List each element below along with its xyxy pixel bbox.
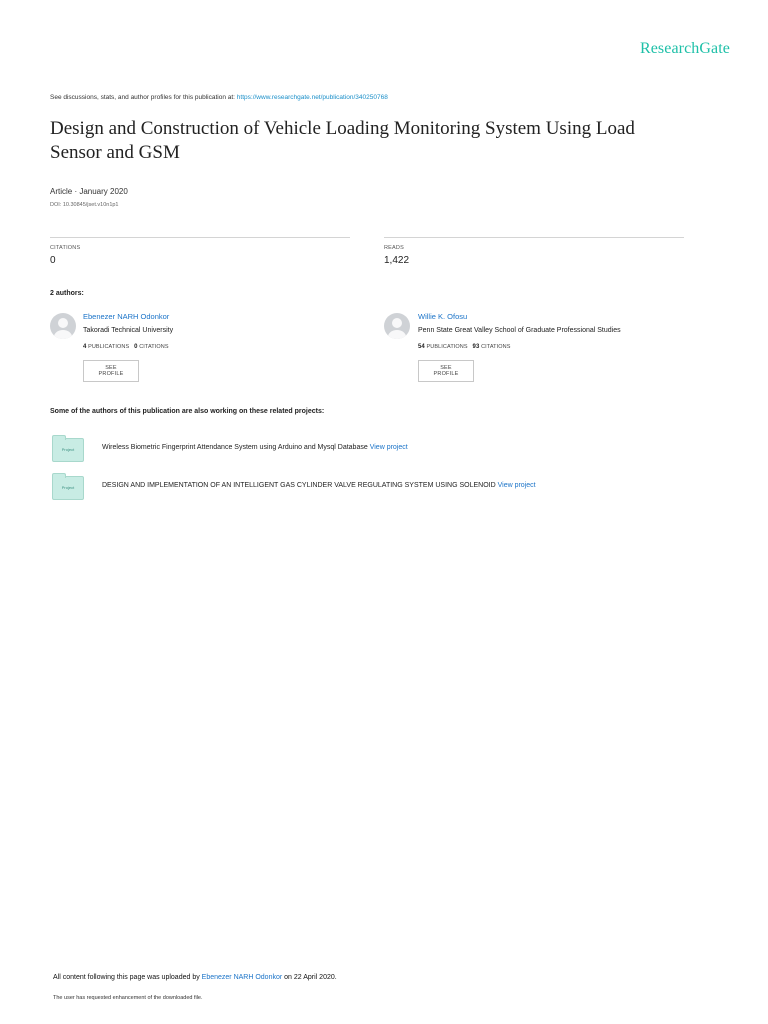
author-2-citations-label: CITATIONS <box>481 344 511 350</box>
upload-prefix: All content following this page was uploaded by <box>53 974 202 981</box>
project-2-icon-label: Project <box>61 485 75 490</box>
project-1-folder-icon <box>52 438 84 462</box>
uploader-link[interactable]: Ebenezer NARH Odonkor <box>201 974 283 981</box>
author-1-citations-count: 0 <box>134 344 138 350</box>
authors-heading: 2 authors: <box>50 290 84 297</box>
author-2-see-profile-button[interactable]: SEE PROFILE <box>418 360 474 382</box>
author-1-publications-label: PUBLICATIONS <box>88 344 130 350</box>
upload-note <box>53 974 337 981</box>
author-1-citations-label: CITATIONS <box>139 344 169 350</box>
author-1-publications-count: 4 <box>83 344 87 350</box>
publication-url-link[interactable]: https://www.researchgate.net/publication/340250768 <box>236 94 388 101</box>
reads-value: 1,422 <box>384 255 410 266</box>
reads-divider <box>384 237 684 238</box>
project-2-folder-icon <box>52 476 84 500</box>
author-1-name-link[interactable]: Ebenezer NARH Odonkor <box>83 312 170 321</box>
project-2-item <box>102 482 536 489</box>
project-1-title: Wireless Biometric Fingerprint Attendance System using Arduino and Mysql Database <box>102 444 368 451</box>
citations-divider <box>50 237 350 238</box>
paper-title-line-2: Sensor and GSM <box>50 142 180 163</box>
paper-title <box>50 117 700 165</box>
researchgate-logo[interactable]: ResearchGate <box>639 40 730 57</box>
upload-suffix: on 22 April 2020. <box>282 974 337 981</box>
discussion-note <box>50 94 388 101</box>
author-2-affiliation: Penn State Great Valley School of Graduate Professional Studies <box>418 327 621 334</box>
doi: DOI: 10.30845/jset.v10n1p1 <box>50 202 119 208</box>
project-2-title: DESIGN AND IMPLEMENTATION OF AN INTELLIGENT GAS CYLINDER VALVE REGULATING SYSTEM USING SOLENOID <box>102 482 496 489</box>
citations-label: CITATIONS <box>50 245 81 251</box>
author-1-stats <box>83 344 169 350</box>
author-2-avatar-icon[interactable] <box>384 313 410 339</box>
author-2-stats <box>418 344 510 350</box>
author-2-publications-count: 54 <box>418 344 425 350</box>
enhancement-note: The user has requested enhancement of the downloaded file. <box>53 995 203 1001</box>
citations-value: 0 <box>50 255 56 266</box>
author-2-name-link[interactable]: Willie K. Ofosu <box>418 312 468 321</box>
author-1-see-profile-button[interactable]: SEE PROFILE <box>83 360 139 382</box>
project-1-view-link[interactable]: View project <box>369 444 408 451</box>
author-2-citations-count: 93 <box>472 344 480 350</box>
project-1-icon-label: Project <box>61 447 75 452</box>
related-projects-heading: Some of the authors of this publication are also working on these related projects: <box>50 408 325 415</box>
author-1-avatar-icon[interactable] <box>50 313 76 339</box>
author-2-publications-label: PUBLICATIONS <box>426 344 468 350</box>
project-1-item <box>102 444 408 451</box>
discussion-text: See discussions, stats, and author profiles for this publication at: <box>50 94 237 101</box>
author-1-affiliation: Takoradi Technical University <box>83 327 174 334</box>
reads-label: READS <box>384 245 404 251</box>
article-meta: Article · January 2020 <box>50 187 128 196</box>
paper-title-line-1: Design and Construction of Vehicle Loading Monitoring System Using Load <box>50 118 635 139</box>
project-2-view-link[interactable]: View project <box>497 482 536 489</box>
